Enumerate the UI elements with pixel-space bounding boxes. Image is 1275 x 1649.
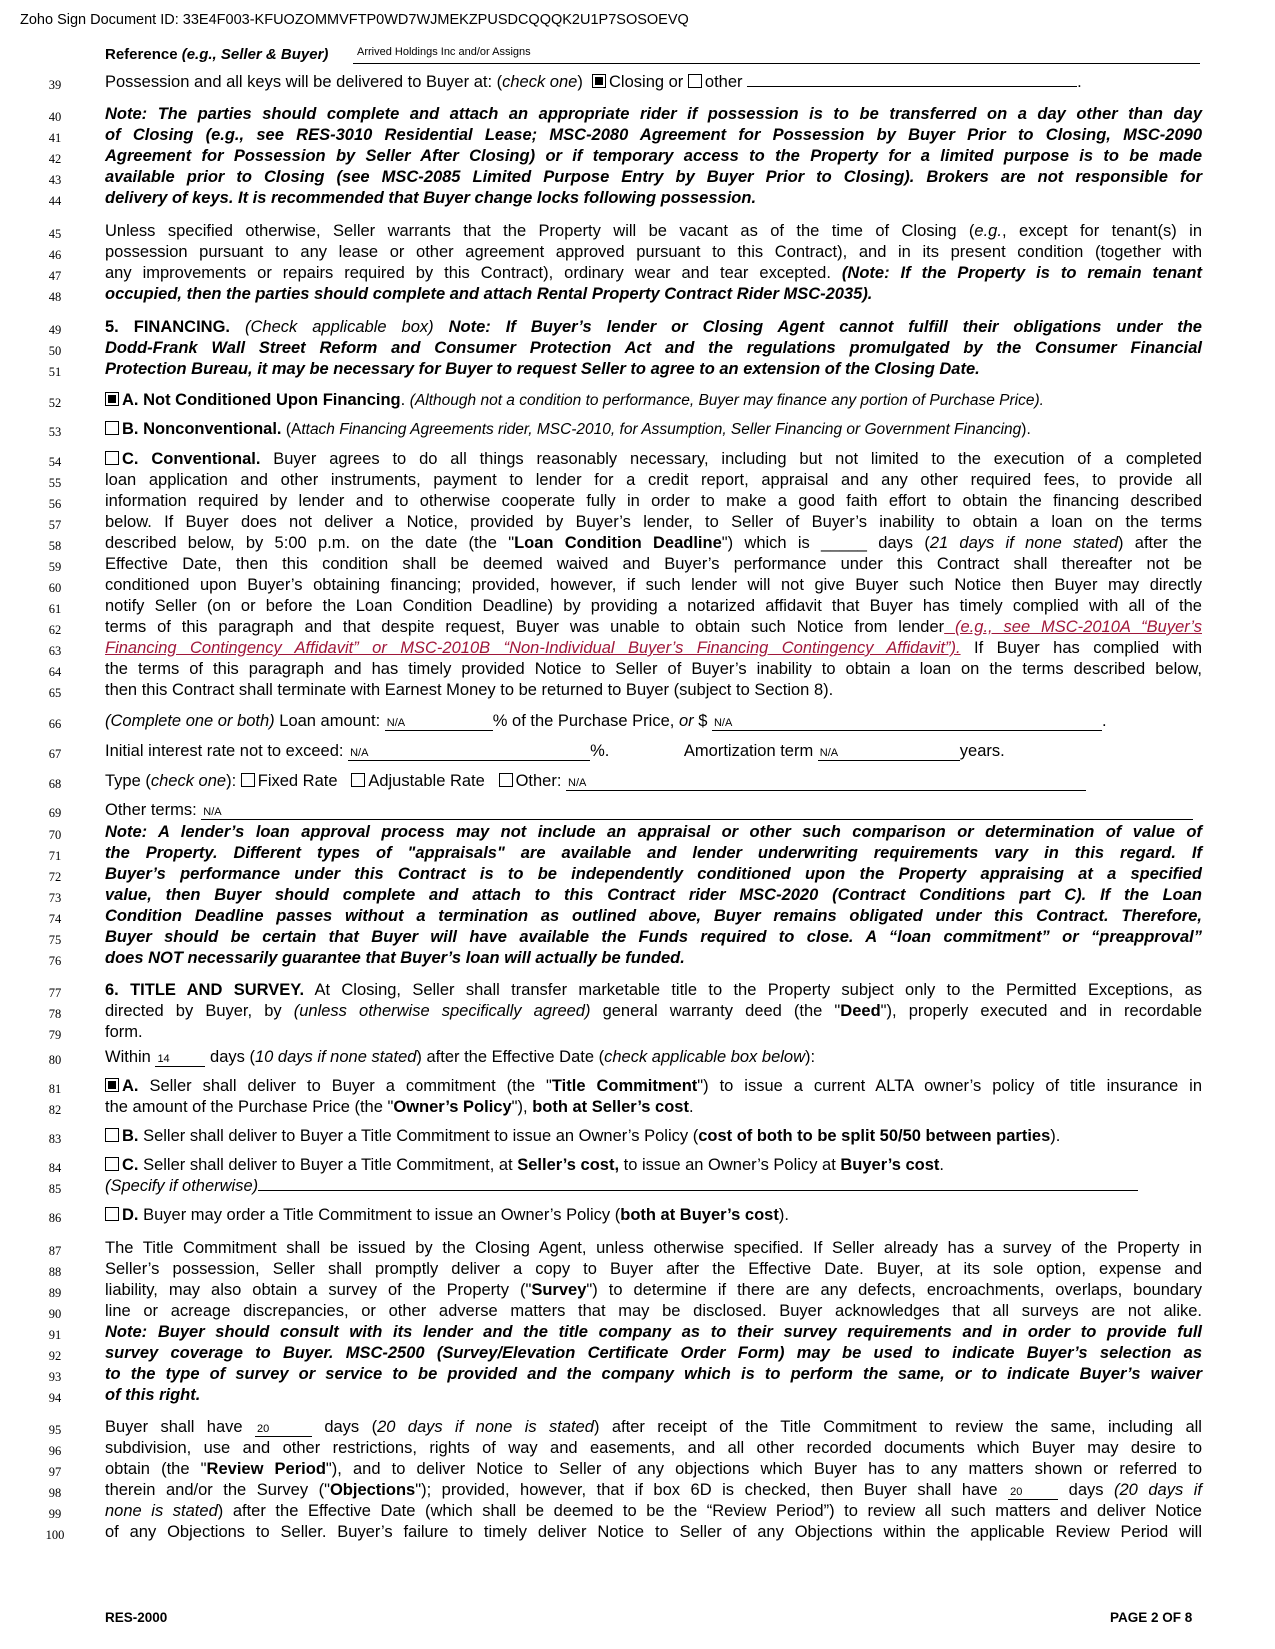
note-financing-line: Condition Deadline passes without a termination as outlined above, Buyer remains obligated under this Contract. Therefore, <box>105 907 1202 925</box>
financing-c-line: then this Contract shall terminate with Earnest Money to be returned to Buyer (subject to Section 8). <box>105 681 834 699</box>
review-line: none is stated) after the Effective Date (which shall be deemed to be the “Review Period”) to review all such matters and deliver Notice <box>105 1502 1202 1520</box>
line-number: 96 <box>48 1444 62 1458</box>
note-possession-line: delivery of keys. It is recommended that Buyer change locks following possession. <box>105 189 757 207</box>
title-a-line: the amount of the Purchase Price (the "Owner’s Policy"), both at Seller’s cost. <box>105 1098 694 1116</box>
financing-c-line: below. If Buyer does not deliver a Notice, provided by Buyer’s lender, to Seller of Buyer’s inability to obtain a loan on the terms <box>105 513 1202 531</box>
financing-b-checkbox[interactable] <box>105 421 119 435</box>
loan-amount-row: (Complete one or both) Loan amount: N/A % of the Purchase Price, or $ N/A . <box>105 712 1107 730</box>
title-a-checkbox[interactable] <box>105 1078 119 1092</box>
title-b-checkbox[interactable] <box>105 1128 119 1142</box>
line-number: 53 <box>48 425 62 439</box>
financing-c-line: terms of this paragraph and that despite request, Buyer was unable to obtain such Notice from lender (e.g., see MSC-2010A “Buyer’s <box>105 618 1202 636</box>
vacant-line: any improvements or repairs required by this Contract), ordinary wear and tear excepted. (Note: If the Property is to remain tenant <box>105 264 1202 282</box>
line-number: 40 <box>48 110 62 124</box>
survey-note-line: Note: Buyer should consult with its lender and the title company as to their survey requirements and in order to provide full <box>105 1323 1202 1341</box>
line-number: 82 <box>48 1103 62 1117</box>
reference-label-eg: (e.g., Seller & Buyer) <box>181 46 329 63</box>
line-number: 47 <box>48 269 62 283</box>
loan-type-row: Type (check one): Fixed Rate Adjustable Rate Other: N/A <box>105 771 1202 792</box>
other-type-field[interactable]: N/A <box>566 777 1086 791</box>
line-number: 94 <box>48 1391 62 1405</box>
line-number: 59 <box>48 560 62 574</box>
line-number: 50 <box>48 344 62 358</box>
line-number: 57 <box>48 518 62 532</box>
line-number: 79 <box>48 1028 62 1042</box>
survey-line: Seller’s possession, Seller shall promptly deliver a copy to Buyer after the Effective Date. Buyer, at its sole option, expense and <box>105 1260 1202 1278</box>
other-type-checkbox[interactable] <box>499 773 513 787</box>
line-number: 55 <box>48 476 62 490</box>
financing-heading: 5. FINANCING. (Check applicable box) Note: If Buyer’s lender or Closing Agent cannot fulfill their obligations under the <box>105 318 1202 336</box>
line-number: 67 <box>48 747 62 761</box>
possession-row: Possession and all keys will be delivered to Buyer at: (check one) Closing or other . <box>105 73 1082 91</box>
amortization-field[interactable]: N/A <box>818 747 960 761</box>
review-line: of any Objections to Seller. Buyer’s failure to timely deliver Notice to Seller of any Objections within the applicable Review Period will <box>105 1523 1202 1541</box>
reference-row <box>105 46 1200 66</box>
adjustable-rate-checkbox[interactable] <box>351 773 365 787</box>
financing-a-checkbox[interactable] <box>105 392 119 406</box>
reference-value[interactable]: Arrived Holdings Inc and/or Assigns <box>353 46 1200 64</box>
line-number: 63 <box>48 644 62 658</box>
title-option-a: A. Seller shall deliver to Buyer a commitment (the "Title Commitment") to issue a current ALTA owner’s policy of title insurance in <box>105 1076 1202 1097</box>
line-number: 71 <box>48 849 62 863</box>
note-financing-line: Note: A lender’s loan approval process may not include an appraisal or other such comparison or determination of value of <box>105 823 1202 841</box>
line-number: 88 <box>48 1265 62 1279</box>
line-number: 70 <box>48 828 62 842</box>
title-d-checkbox[interactable] <box>105 1207 119 1221</box>
line-number: 98 <box>48 1486 62 1500</box>
other-terms-field[interactable]: N/A <box>201 806 1193 820</box>
possession-other-checkbox[interactable] <box>688 74 702 88</box>
review-line: therein and/or the Survey ("Objections"); provided, however, that if box 6D is checked, then Buyer shall have 20 days (20 days if <box>105 1481 1202 1499</box>
survey-line: liability, may also obtain a survey of the Property ("Survey") to determine if there are any defects, encroachments, overlaps, boundary <box>105 1281 1202 1299</box>
financing-option-a: A. Not Conditioned Upon Financing. (Although not a condition to performance, Buyer may finance any portion of Purchase Price). <box>105 390 1202 411</box>
financing-c-line: conditioned upon Buyer’s obtaining financing; provided, however, if such lender will not give Buyer such Notice then Buyer may directly <box>105 576 1202 594</box>
line-number: 91 <box>48 1328 62 1342</box>
line-number: 85 <box>48 1182 62 1196</box>
document-id: Zoho Sign Document ID: 33E4F003-KFUOZOMMVFTP0WD7WJMEKZPUSDCQQQK2U1P7SOSOEVQ <box>20 12 689 28</box>
survey-note-line: to the type of survey or service to be provided and the company which is to perform the same, or to indicate Buyer’s waiver <box>105 1365 1202 1383</box>
line-number: 58 <box>48 539 62 553</box>
survey-line: The Title Commitment shall be issued by the Closing Agent, unless otherwise specified. If Seller already has a survey of the Property in <box>105 1239 1202 1257</box>
specify-row: (Specify if otherwise) <box>105 1176 1202 1197</box>
financing-option-c: C. Conventional. Buyer agrees to do all things reasonably necessary, including but not limited to the execution of a completed <box>105 449 1202 470</box>
line-number: 56 <box>48 497 62 511</box>
line-number: 48 <box>48 290 62 304</box>
line-number: 75 <box>48 933 62 947</box>
financing-note-line: Protection Bureau, it may be necessary for Buyer to request Seller to agree to an extension of the Closing Date. <box>105 360 980 378</box>
line-number: 92 <box>48 1349 62 1363</box>
note-possession-line: of Closing (e.g., see RES-3010 Residential Lease; MSC-2080 Agreement for Possession by Buyer Prior to Closing, MSC-2090 <box>105 126 1202 144</box>
line-number: 90 <box>48 1307 62 1321</box>
line-number: 52 <box>48 396 62 410</box>
title-survey-heading: 6. TITLE AND SURVEY. At Closing, Seller shall transfer marketable title to the Property subject only to the Permitted Exceptions, as <box>105 981 1202 999</box>
title-option-c: C. Seller shall deliver to Buyer a Title Commitment, at Seller’s cost, to issue an Owner’s Policy at Buyer’s cost. <box>105 1155 1202 1176</box>
page-number: PAGE 2 OF 8 <box>1110 1610 1193 1625</box>
note-financing-line: does NOT necessarily guarantee that Buyer’s loan will actually be funded. <box>105 949 685 967</box>
line-number: 68 <box>48 777 62 791</box>
title-line: directed by Buyer, by (unless otherwise specifically agreed) general warranty deed (the "Deed"), properly executed and in recordable <box>105 1002 1202 1020</box>
line-number: 66 <box>48 717 62 731</box>
other-terms-row: Other terms: N/A <box>105 800 1202 821</box>
line-number: 73 <box>48 891 62 905</box>
note-financing-line: the Property. Different types of "appraisals" are available and lender underwriting requirements vary in this regard. If <box>105 844 1202 862</box>
loan-amount-field[interactable]: N/A <box>385 717 493 731</box>
vacant-line: Unless specified otherwise, Seller warrants that the Property will be vacant as of the time of Closing (e.g., except for tenant(s) in <box>105 222 1202 240</box>
note-financing-line: Buyer’s performance under this Contract is to be independently conditioned upon the Property appraising at a specified <box>105 865 1202 883</box>
survey-note-line: of this right. <box>105 1386 201 1404</box>
financing-c-line: notify Seller (on or before the Loan Condition Deadline) by providing a notarized affidavit that Buyer has timely complied with all of the <box>105 597 1202 615</box>
line-number: 60 <box>48 581 62 595</box>
financing-c-line: the terms of this paragraph and has timely provided Notice to Seller of Buyer’s inability to obtain a loan on the terms described below, <box>105 660 1202 678</box>
financing-note-line: Dodd-Frank Wall Street Reform and Consumer Protection Act and the regulations promulgated by the Consumer Financial <box>105 339 1202 357</box>
financing-c-line: information required by lender and to otherwise cooperate fully in order to make a good faith effort to obtain the financing described <box>105 492 1202 510</box>
line-number: 76 <box>48 954 62 968</box>
financing-c-checkbox[interactable] <box>105 451 119 465</box>
line-number: 65 <box>48 686 62 700</box>
note-possession-line: available prior to Closing (see MSC-2085 Limited Purpose Entry by Buyer Prior to Closing). Brokers are not responsible for <box>105 168 1202 186</box>
possession-other-field[interactable] <box>747 72 1077 87</box>
survey-note-line: survey coverage to Buyer. MSC-2500 (Survey/Elevation Certificate Order Form) may be used to indicate Buyer’s selection as <box>105 1344 1202 1362</box>
fixed-rate-checkbox[interactable] <box>241 773 255 787</box>
line-number: 87 <box>48 1244 62 1258</box>
note-possession-line: Note: The parties should complete and attach an appropriate rider if possession is to be transferred on a day other than day <box>105 105 1202 123</box>
possession-closing-checkbox[interactable] <box>592 74 606 88</box>
line-number: 49 <box>48 323 62 337</box>
title-option-d: D. Buyer may order a Title Commitment to issue an Owner’s Policy (both at Buyer’s cost). <box>105 1205 1202 1226</box>
financing-c-line: described below, by 5:00 p.m. on the date (the "Loan Condition Deadline") which is _____ days (21 days if none stated) after the <box>105 534 1202 552</box>
line-number: 64 <box>48 665 62 679</box>
form-number: RES-2000 <box>105 1610 168 1625</box>
review-line: obtain (the "Review Period"), and to deliver Notice to Seller of any objections which Buyer has to any matters shown or referred to <box>105 1460 1203 1478</box>
line-number: 41 <box>48 131 62 145</box>
reference-label: Reference <box>105 46 182 63</box>
financing-c-line: Financing Contingency Affidavit” or MSC-2010B “Non-Individual Buyer’s Financing Contingency Affidavit”). If Buyer has complied with <box>105 639 1203 657</box>
vacant-line: occupied, then the parties should complete and attach Rental Property Contract Rider MSC-2035). <box>105 285 873 303</box>
line-number: 61 <box>48 602 62 616</box>
note-financing-line: value, then Buyer should complete and attach to this Contract rider MSC-2020 (Contract Conditions part C). If the Loan <box>105 886 1202 904</box>
financing-option-b: B. Nonconventional. (Attach Financing Agreements rider, MSC-2010, for Assumption, Seller Financing or Government Financing). <box>105 419 1202 440</box>
interest-row: Initial interest rate not to exceed: N/A %. Amortization term N/A years. <box>105 742 1005 760</box>
line-number: 81 <box>48 1082 62 1096</box>
review-days-field[interactable]: 20 <box>255 1423 312 1437</box>
line-number: 62 <box>48 623 62 637</box>
within-days-field[interactable]: 14 <box>155 1053 205 1067</box>
review-line: Buyer shall have 20 days (20 days if none is stated) after receipt of the Title Commitment to review the same, including all <box>105 1418 1202 1436</box>
line-number: 80 <box>48 1053 62 1067</box>
financing-c-line: loan application and other instruments, payment to lender for a credit report, appraisal and any other required fees, to provide all <box>105 471 1202 489</box>
line-number: 84 <box>48 1161 62 1175</box>
title-option-b: B. Seller shall deliver to Buyer a Title Commitment to issue an Owner’s Policy (cost of both to be split 50/50 between parties). <box>105 1126 1202 1147</box>
line-number: 93 <box>48 1370 62 1384</box>
line-number: 83 <box>48 1132 62 1146</box>
line-number: 74 <box>48 912 62 926</box>
note-possession-line: Agreement for Possession by Seller After Closing) or if temporary access to the Property for a limited purpose is to be made <box>105 147 1202 165</box>
line-number: 45 <box>48 227 62 241</box>
line-number: 97 <box>48 1465 62 1479</box>
review-line: subdivision, use and other restrictions, rights of way and easements, and all other recorded documents which Buyer may desire to <box>105 1439 1202 1457</box>
affidavit-link[interactable]: Financing Contingency Affidavit” or MSC-2010B “Non-Individual Buyer’s Financing Contingency Affidavit”). <box>105 639 961 657</box>
line-number: 42 <box>48 152 62 166</box>
line-number: 72 <box>48 870 62 884</box>
line-number: 39 <box>48 78 62 92</box>
line-number: 46 <box>48 248 62 262</box>
vacant-line: possession pursuant to any lease or other agreement approved pursuant to this Contract), and in its present condition (together with <box>105 243 1202 261</box>
within-days-row: Within 14 days (10 days if none stated) after the Effective Date (check applicable box below): <box>105 1048 816 1066</box>
line-number: 43 <box>48 173 62 187</box>
line-number: 77 <box>48 986 62 1000</box>
affidavit-link[interactable]: (e.g., see MSC-2010A “Buyer’s <box>944 618 1202 636</box>
interest-rate-field[interactable]: N/A <box>348 747 590 761</box>
loan-dollar-field[interactable]: N/A <box>712 717 1102 731</box>
note-financing-line: Buyer should be certain that Buyer will have available the Funds required to close. A “loan commitment” or “preapproval” <box>105 928 1202 946</box>
line-number: 78 <box>48 1007 62 1021</box>
line-number: 95 <box>48 1423 62 1437</box>
line-number: 69 <box>48 806 62 820</box>
title-c-checkbox[interactable] <box>105 1157 119 1171</box>
line-number: 89 <box>48 1286 62 1300</box>
survey-line: line or acreage discrepancies, or other adverse matters that may be disclosed. Buyer acknowledges that all surveys are not alike. <box>105 1302 1202 1320</box>
review-days-6d-field[interactable]: 20 <box>1008 1486 1058 1500</box>
financing-c-line: Effective Date, then this condition shall be deemed waived and Buyer’s performance under this Contract shall thereafter not be <box>105 555 1202 573</box>
line-number: 99 <box>48 1507 62 1521</box>
line-number: 44 <box>48 194 62 208</box>
line-number: 51 <box>48 365 62 379</box>
line-number: 54 <box>48 455 62 469</box>
title-line: form. <box>105 1023 143 1041</box>
line-number: 100 <box>45 1528 65 1542</box>
specify-field[interactable] <box>258 1176 1138 1191</box>
line-number: 86 <box>48 1211 62 1225</box>
